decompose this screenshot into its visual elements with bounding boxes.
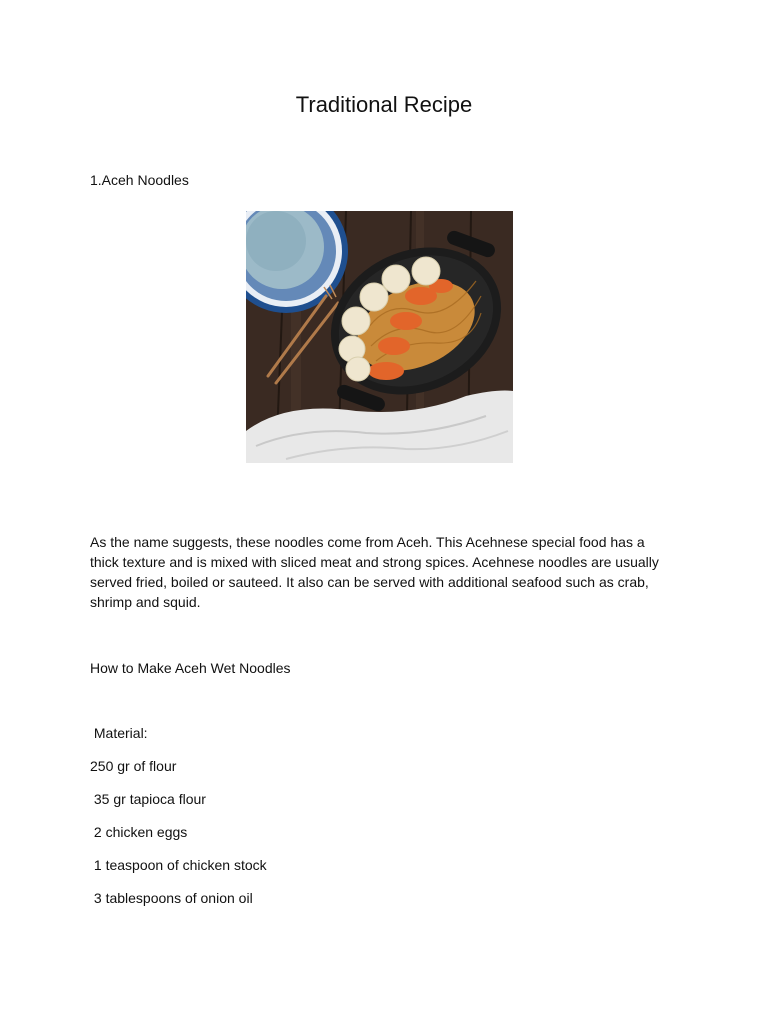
description-line: As the name suggests, these noodles come from Aceh. This Acehnese special food has a (90, 534, 645, 550)
description-paragraph (90, 532, 680, 612)
ingredient-item: 3 tablespoons of onion oil (90, 890, 253, 906)
ingredient-item: 2 chicken eggs (90, 824, 188, 840)
description-line: served fried, boiled or sauteed. It also can be served with additional seafood such as crab, (90, 574, 649, 590)
description-line: shrimp and squid. (90, 594, 201, 610)
ingredient-item: 1 teaspoon of chicken stock (90, 857, 267, 873)
description-line: thick texture and is mixed with sliced meat and strong spices. Acehnese noodles are usually (90, 554, 659, 570)
howto-heading: How to Make Aceh Wet Noodles (90, 660, 291, 676)
page-title: Traditional Recipe (295, 92, 473, 117)
aceh-noodles-photo (246, 211, 513, 463)
material-label: Material: (90, 725, 148, 741)
ingredient-item: 250 gr of flour (90, 758, 177, 774)
ingredient-list (90, 758, 267, 923)
ingredient-item: 35 gr tapioca flour (90, 791, 206, 807)
section-heading: 1.Aceh Noodles (90, 172, 189, 188)
